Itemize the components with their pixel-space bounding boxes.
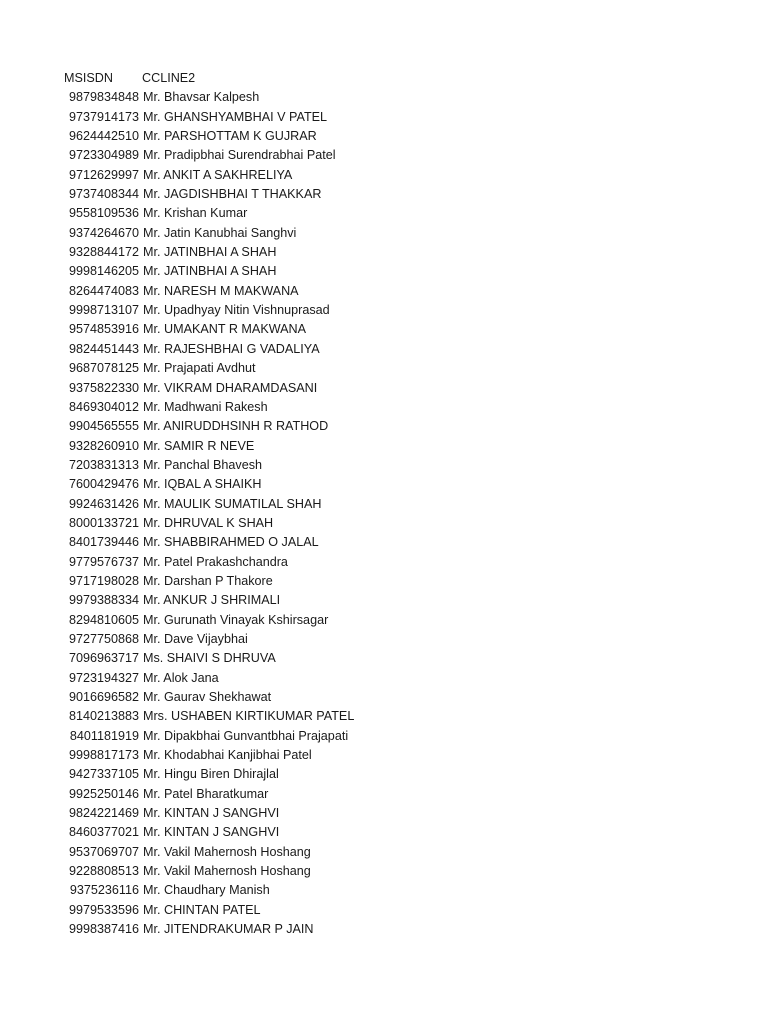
msisdn-cell: 8294810605 [68, 612, 139, 627]
msisdn-cell: 9558109536 [68, 206, 139, 221]
table-row [63, 727, 743, 746]
msisdn-cell: 8401739446 [68, 535, 139, 550]
table-row [63, 282, 743, 301]
table-row [63, 359, 743, 378]
msisdn-cell: 9328260910 [68, 438, 139, 453]
table-row [63, 320, 743, 339]
ccline2-cell: Mr. CHINTAN PATEL [143, 902, 261, 917]
header-ccline2: CCLINE2 [142, 71, 196, 85]
ccline2-cell: Mr. Gaurav Shekhawat [143, 690, 272, 704]
ccline2-cell: Mr. SAMIR R NEVE [143, 438, 255, 453]
ccline2-cell: Ms. SHAIVI S DHRUVA [143, 651, 276, 666]
table-row [63, 785, 743, 804]
table-row [63, 88, 743, 107]
ccline2-cell: Mr. Gurunath Vinayak Kshirsagar [143, 612, 329, 627]
ccline2-cell: Mr. Vakil Mahernosh Hoshang [143, 864, 311, 879]
table-row [63, 746, 743, 765]
table-row [63, 262, 743, 281]
msisdn-cell: 9328844172 [68, 245, 139, 260]
table-row [63, 108, 743, 127]
table-row [63, 204, 743, 223]
table-row [63, 475, 743, 494]
ccline2-cell: Mr. Chaudhary Manish [143, 883, 270, 898]
table-row [63, 456, 743, 475]
table-row [63, 166, 743, 185]
ccline2-cell: Mr. IQBAL A SHAIKH [143, 477, 262, 492]
msisdn-cell: 9427337105 [68, 767, 139, 782]
msisdn-cell: 9824221469 [68, 806, 139, 821]
ccline2-cell: Mr. Jatin Kanubhai Sanghvi [143, 225, 297, 240]
msisdn-cell: 9998713107 [68, 303, 139, 318]
msisdn-cell: 9624442510 [68, 129, 139, 144]
msisdn-cell: 8000133721 [68, 515, 139, 530]
table-row [63, 649, 743, 668]
ccline2-cell: Mr. Hingu Biren Dhirajlal [143, 767, 279, 782]
table-row [63, 514, 743, 533]
msisdn-cell: 9998817173 [68, 748, 139, 763]
table-row [63, 843, 743, 862]
ccline2-cell: Mr. JATINBHAI A SHAH [143, 264, 277, 279]
table-row [63, 920, 743, 939]
msisdn-cell: 9998146205 [68, 264, 139, 279]
ccline2-cell: Mr. JAGDISHBHAI T THAKKAR [143, 187, 322, 202]
msisdn-cell: 8401181919 [69, 728, 139, 743]
table-row [63, 823, 743, 842]
msisdn-cell: 8469304012 [68, 399, 139, 414]
msisdn-cell: 8264474083 [68, 283, 139, 298]
table-row [63, 553, 743, 572]
table-row [63, 881, 743, 900]
msisdn-cell: 9998387416 [68, 922, 139, 937]
table-row [63, 243, 743, 262]
ccline2-cell: Mr. Panchal Bhavesh [143, 457, 263, 472]
msisdn-cell: 9712629997 [68, 167, 139, 182]
ccline2-cell: Mr. JITENDRAKUMAR P JAIN [143, 922, 314, 937]
ccline2-cell: Mr. NARESH M MAKWANA [143, 283, 299, 298]
msisdn-cell: 9228808513 [68, 864, 139, 879]
header-msisdn: MSISDN [64, 71, 113, 85]
ccline2-cell: Mr. GHANSHYAMBHAI V PATEL [143, 109, 328, 124]
table-row [63, 804, 743, 823]
table-row [63, 495, 743, 514]
ccline2-cell: Mr. Prajapati Avdhut [143, 361, 256, 376]
table-row [63, 379, 743, 398]
ccline2-cell: Mr. KINTAN J SANGHVI [143, 806, 280, 821]
contact-table [63, 69, 743, 939]
ccline2-cell: Mr. DHRUVAL K SHAH [143, 515, 274, 530]
msisdn-cell: 9723304989 [68, 148, 139, 163]
msisdn-cell: 9979388334 [68, 593, 139, 608]
table-row [63, 301, 743, 320]
msisdn-cell: 9904565555 [68, 419, 139, 434]
ccline2-cell: Mr. Upadhyay Nitin Vishnuprasad [143, 303, 330, 318]
msisdn-cell: 8140213883 [68, 709, 139, 724]
table-row [63, 765, 743, 784]
ccline2-cell: Mr. Dipakbhai Gunvantbhai Prajapati [143, 728, 349, 743]
ccline2-cell: Mr. ANKUR J SHRIMALI [143, 593, 281, 608]
table-row [63, 127, 743, 146]
msisdn-cell: 9374264670 [68, 225, 139, 240]
msisdn-cell: 9723194327 [68, 670, 139, 685]
msisdn-cell: 7203831313 [68, 457, 139, 472]
ccline2-cell: Mr. Dave Vijaybhai [143, 631, 248, 646]
table-row [63, 862, 743, 881]
ccline2-cell: Mr. MAULIK SUMATILAL SHAH [143, 496, 322, 511]
msisdn-cell: 7096963717 [68, 651, 139, 666]
ccline2-cell: Mr. Pradipbhai Surendrabhai Patel [143, 148, 336, 163]
table-row [63, 572, 743, 591]
table-body [63, 88, 743, 939]
msisdn-cell: 9016696582 [68, 690, 139, 704]
ccline2-cell: Mr. Alok Jana [143, 670, 219, 685]
table-row [63, 185, 743, 204]
msisdn-cell: 9737914173 [68, 109, 139, 124]
ccline2-cell: Mr. VIKRAM DHARAMDASANI [143, 380, 318, 395]
table-row [63, 437, 743, 456]
table-row [63, 669, 743, 688]
table-row [63, 707, 743, 726]
ccline2-cell: Mr. JATINBHAI A SHAH [143, 245, 277, 260]
table-row [63, 533, 743, 552]
msisdn-cell: 9375822330 [68, 380, 139, 395]
table-row [63, 591, 743, 610]
ccline2-cell: Mr. Patel Prakashchandra [143, 554, 288, 569]
ccline2-cell: Mr. RAJESHBHAI G VADALIYA [143, 341, 320, 356]
msisdn-cell: 8460377021 [68, 825, 139, 840]
table-row [63, 611, 743, 630]
ccline2-cell: Mr. Darshan P Thakore [143, 573, 273, 588]
ccline2-cell: Mr. Khodabhai Kanjibhai Patel [143, 748, 312, 763]
msisdn-cell: 9924631426 [68, 496, 139, 511]
ccline2-cell: Mr. KINTAN J SANGHVI [143, 825, 280, 840]
ccline2-cell: Mr. Bhavsar Kalpesh [143, 90, 260, 105]
msisdn-cell: 9779576737 [68, 554, 139, 569]
msisdn-cell: 9824451443 [68, 341, 139, 356]
msisdn-cell: 9925250146 [68, 786, 139, 801]
ccline2-cell: Mr. ANIRUDDHSINH R RATHOD [143, 419, 329, 434]
msisdn-cell: 7600429476 [68, 477, 139, 492]
table-row [63, 630, 743, 649]
ccline2-cell: Mr. ANKIT A SAKHRELIYA [143, 167, 293, 182]
msisdn-cell: 9879834848 [68, 90, 139, 105]
msisdn-cell: 9687078125 [68, 361, 139, 376]
table-row [63, 224, 743, 243]
table-header-row [63, 69, 743, 88]
msisdn-cell: 9727750868 [68, 631, 139, 646]
ccline2-cell: Mr. SHABBIRAHMED O JALAL [143, 535, 319, 550]
table-row [63, 417, 743, 436]
table-row [63, 688, 743, 707]
ccline2-cell: Mr. Madhwani Rakesh [143, 399, 268, 414]
msisdn-cell: 9574853916 [68, 322, 139, 337]
ccline2-cell: Mr. Krishan Kumar [143, 206, 248, 221]
table-row [63, 146, 743, 165]
ccline2-cell: Mr. UMAKANT R MAKWANA [143, 322, 307, 337]
ccline2-cell: Mrs. USHABEN KIRTIKUMAR PATEL [143, 709, 355, 724]
table-row [63, 901, 743, 920]
msisdn-cell: 9375236116 [69, 883, 139, 898]
ccline2-cell: Mr. Vakil Mahernosh Hoshang [143, 844, 311, 859]
ccline2-cell: Mr. Patel Bharatkumar [143, 786, 269, 801]
msisdn-cell: 9717198028 [68, 573, 139, 588]
ccline2-cell: Mr. PARSHOTTAM K GUJRAR [143, 129, 317, 144]
msisdn-cell: 9979533596 [68, 902, 139, 917]
msisdn-cell: 9737408344 [68, 187, 139, 202]
msisdn-cell: 9537069707 [68, 844, 139, 859]
table-row [63, 340, 743, 359]
table-row [63, 398, 743, 417]
